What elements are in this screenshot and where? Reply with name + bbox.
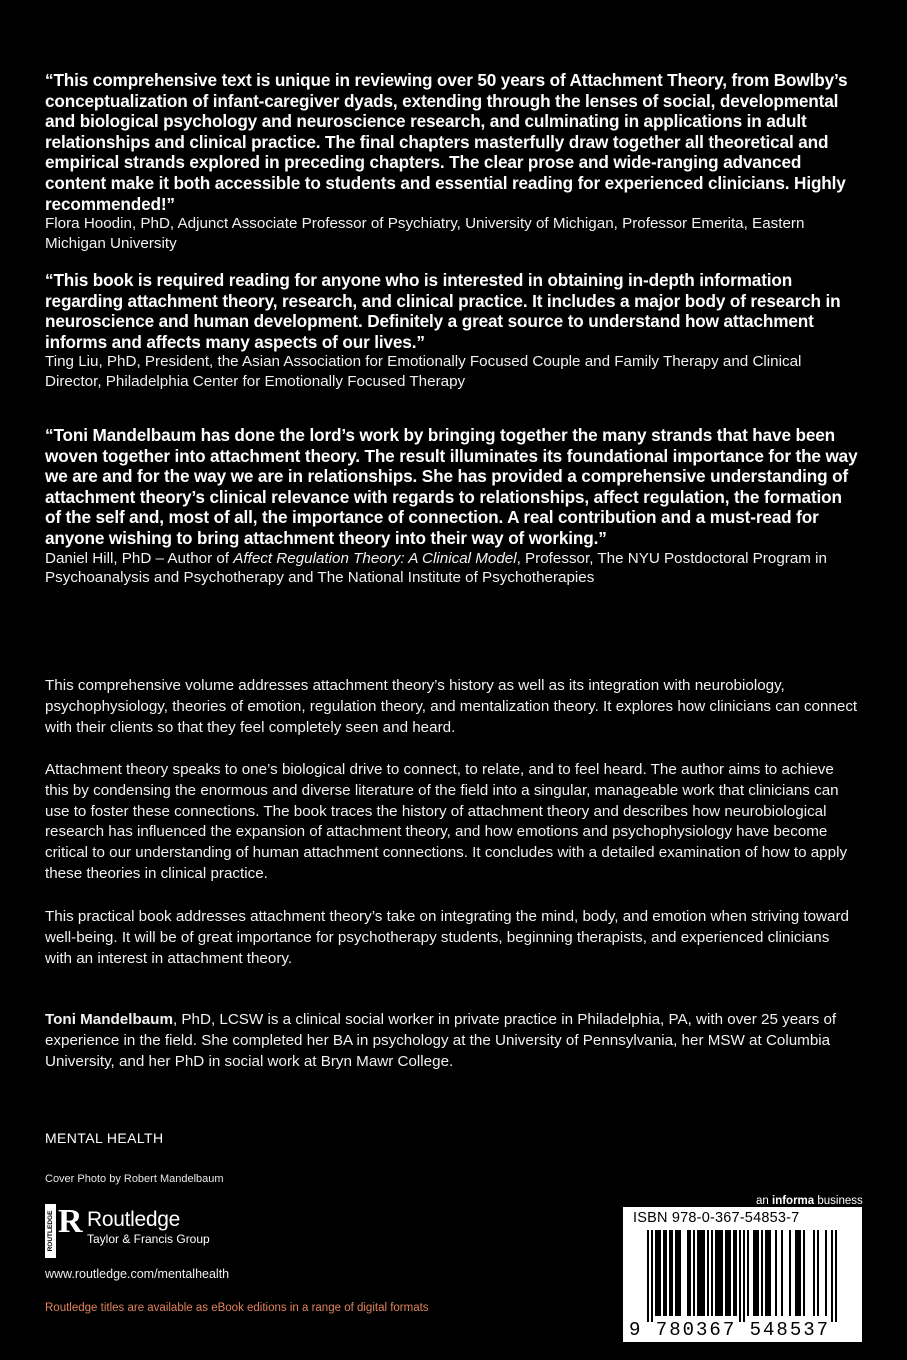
barcode-bar <box>655 1230 657 1316</box>
barcode-bar <box>651 1230 653 1322</box>
barcode-bar <box>735 1230 737 1316</box>
barcode-bar <box>675 1230 677 1316</box>
barcode-bar <box>663 1230 665 1316</box>
barcode-bar <box>755 1230 757 1316</box>
author-name: Toni Mandelbaum <box>45 1011 173 1028</box>
barcode-bar <box>775 1230 777 1316</box>
barcode-bars <box>623 1228 862 1320</box>
barcode-bar <box>825 1230 827 1316</box>
author-bio-text: , PhD, LCSW is a clinical social worker in private practice in Philadelphia, PA, with over 25 years of experience in the field. She completed her BA in psychology at the University of Pennsylvania, her MSW at Columbia University, and her PhD in social work at Bryn Mawr College. <box>45 1011 837 1070</box>
barcode-bar <box>795 1230 797 1316</box>
barcode-digits: 9 780367 548537 <box>629 1319 831 1341</box>
barcode-bar <box>647 1230 649 1322</box>
informa-suffix: business <box>814 1195 863 1207</box>
barcode-bar <box>727 1230 729 1316</box>
barcode-bar <box>831 1230 833 1322</box>
description-paragraph-2: Attachment theory speaks to one’s biological drive to connect, to relate, and to feel heard. The author aims to achieve this by condensing the enormous and diverse literature of the field into a singular, manageable work that clinicians can use to foster these connections. The book traces the history of attachment theory and describes how neurobiological research has influenced the expansion of attachment theory, and how emotions and psychophysiology have become critical to our understanding of human attachment connections. It concludes with a detailed examination of how to apply these theories in clinical practice. <box>45 761 848 882</box>
barcode-bar <box>689 1230 691 1316</box>
barcode-bar <box>739 1230 741 1322</box>
barcode-bar <box>665 1230 667 1316</box>
author-bio <box>45 1010 860 1072</box>
barcode-bar <box>699 1230 701 1316</box>
barcode-bar <box>693 1230 695 1316</box>
barcode-bar <box>761 1230 763 1316</box>
barcode-bar <box>711 1230 713 1316</box>
barcode-bar <box>781 1230 783 1316</box>
barcode-bar <box>719 1230 721 1316</box>
endorsement-attribution <box>45 549 860 588</box>
barcode-bar <box>703 1230 705 1316</box>
barcode-bar <box>671 1230 673 1316</box>
book-title: Affect Regulation Theory: A Clinical Model <box>233 549 517 567</box>
barcode-bar <box>725 1230 727 1316</box>
barcode-bar <box>803 1230 805 1316</box>
barcode-bar <box>767 1230 769 1316</box>
barcode-bar <box>799 1230 801 1316</box>
publisher-url[interactable]: www.routledge.com/mentalhealth <box>45 1267 230 1281</box>
endorsement-3 <box>45 425 860 588</box>
barcode-bar <box>721 1230 723 1316</box>
publisher-wordmark <box>87 1208 210 1246</box>
barcode-bar <box>747 1230 749 1316</box>
endorsement-quote: “This book is required reading for anyone who is interested in obtaining in-depth information regarding attachment theory, research, and clinical practice. It includes a major body of research in neuroscience and human development. Definitely a great source to understand how attachment informs and affects many aspects of our lives.” <box>45 270 841 352</box>
barcode-bar <box>813 1230 815 1316</box>
attribution-prefix: Daniel Hill, PhD – Author of <box>45 549 234 567</box>
publisher-group: Taylor & Francis Group <box>87 1232 210 1246</box>
barcode-bar <box>769 1230 771 1316</box>
publisher-name: Routledge <box>87 1208 181 1231</box>
barcode-bar <box>657 1230 659 1316</box>
barcode-bar <box>679 1230 681 1316</box>
barcode-bar <box>707 1230 709 1316</box>
barcode-bar <box>715 1230 717 1316</box>
barcode-bar <box>765 1230 767 1316</box>
endorsement-1 <box>45 70 860 253</box>
barcode-bar <box>677 1230 679 1316</box>
ebook-note: Routledge titles are available as eBook editions in a range of digital formats <box>45 1302 429 1314</box>
isbn-barcode <box>623 1207 862 1342</box>
informa-prefix: an <box>756 1195 772 1207</box>
barcode-bar <box>717 1230 719 1316</box>
description-paragraph-1: This comprehensive volume addresses attachment theory’s history as well as its integration with neurobiology, psychophysiology, theories of emotion, regulation theory, and mentalization theory. It explores how clinicians can connect with their clients so that they feel completely seen and heard. <box>45 677 858 736</box>
informa-word: informa <box>772 1195 815 1207</box>
cover-photo-credit: Cover Photo by Robert Mandelbaum <box>45 1173 224 1185</box>
routledge-logo <box>45 1204 265 1258</box>
barcode-bar <box>659 1230 661 1316</box>
endorsement-quote: “This comprehensive text is unique in reviewing over 50 years of Attachment Theory, from Bowlby’s conceptualization of infant-caregiver dyads, extending through the lenses of social, developmental and biological psychology and neuroscience research, and culminating in applications in adult relationships and clinical practice. The final chapters masterfully draw together all theoretical and empirical strands explored in preceding chapters. The clear prose and wide-ranging advanced content make it both accessible to students and essential reading for experienced clinicians. Highly recommended!” <box>45 70 848 214</box>
barcode-bar <box>729 1230 731 1316</box>
description-paragraph-3: This practical book addresses attachment theory’s take on integrating the mind, body, and emotion when striving toward well-being. It will be of great importance for psychotherapy students, beginning therapists, and experienced clinicians with an interest in attachment theory. <box>45 908 849 967</box>
routledge-logo-icon <box>45 1203 83 1258</box>
endorsement-attribution: Flora Hoodin, PhD, Adjunct Associate Professor of Psychiatry, University of Michigan, Professor Emerita, Eastern Michigan University <box>45 215 805 252</box>
barcode-bar <box>687 1230 689 1316</box>
barcode-bar <box>701 1230 703 1316</box>
barcode-bar <box>789 1230 791 1316</box>
endorsement-2 <box>45 270 860 391</box>
routledge-vertical-name: ROUTLEDGE <box>47 1210 55 1252</box>
informa-business-label <box>756 1195 863 1207</box>
endorsement-attribution: Ting Liu, PhD, President, the Asian Association for Emotionally Focused Couple and Family Therapy and Clinical Director, Philadelphia Center for Emotionally Focused Therapy <box>45 353 802 390</box>
barcode-bar <box>753 1230 755 1316</box>
endorsement-quote: “Toni Mandelbaum has done the lord’s work by bringing together the many strands that have been woven together into attachment theory. The result illuminates its foundational importance for the way we are and for the way we are in relationships. She has provided a comprehensive understanding of attachment theory’s clinical relevance with regards to relationships, affect regulation, the formation of the self and, most of all, the importance of connection. A real contribution and a must-read for anyone wishing to bring attachment theory into their way of working.” <box>45 425 858 548</box>
attribution-suffix: , Professor, The NYU Postdoctoral Program in Psychoanalysis and Psychotherapy and The National Institute of Psychotherapies <box>45 549 827 587</box>
barcode-bar <box>817 1230 819 1316</box>
barcode-bar <box>797 1230 799 1316</box>
category-label: MENTAL HEALTH <box>45 1130 164 1146</box>
barcode-bar <box>835 1230 837 1322</box>
routledge-logo-letter: R <box>58 1203 83 1240</box>
barcode-bar <box>733 1230 735 1316</box>
barcode-bar <box>669 1230 671 1316</box>
barcode-bar <box>743 1230 745 1322</box>
barcode-bar <box>697 1230 699 1316</box>
isbn-label: ISBN 978-0-367-54853-7 <box>633 1210 800 1226</box>
barcode-bar <box>757 1230 759 1316</box>
